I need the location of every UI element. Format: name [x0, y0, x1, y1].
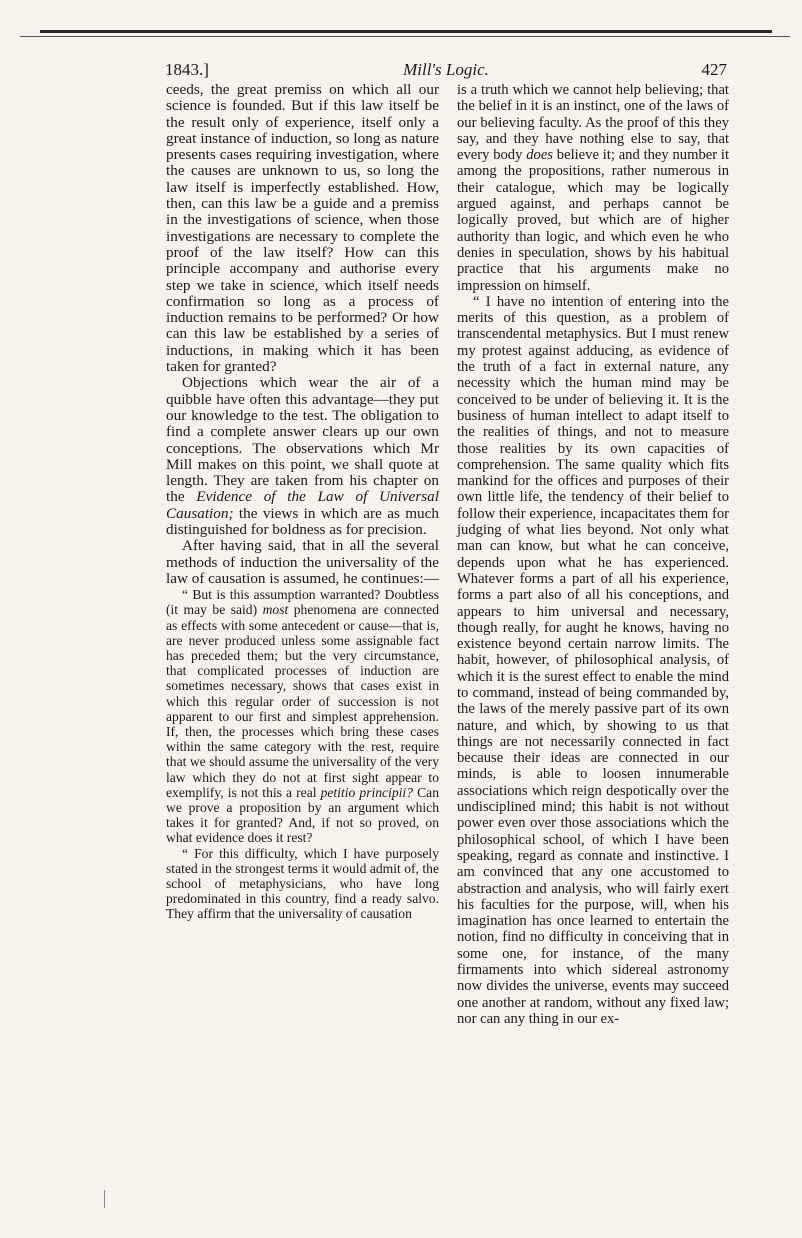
quote-paragraph: “ For this difficulty, which I have purposely stated in the strongest terms it would admit of, the school of metaphysicians, who have long predominated in this country, find a ready salvo. They affirm that the universality of causation — [166, 845, 439, 922]
paragraph: ceeds, the great premiss on which all our science is founded. But if this law itself be the result only of experience, itself only a great instance of induction, so long as nature presents cases requiring investigation, where the causes are unknown to us, so long the law itself is imperfectly established. How, then, can this law be a guide and a premiss in the investigations of science, when those investigations are necessary to complete the proof of the law itself? How can this principle accompany and authorise every step we take in science, which itself needs confirmation so long as a process of induction remains to be performed? Or how can this law be established by a series of inductions, in making which it has been taken for granted? — [166, 81, 439, 376]
page-number: 427 — [701, 60, 727, 79]
header-year: 1843.] — [165, 60, 209, 79]
quote-paragraph: is a truth which we cannot help believing; that the belief in it is an instinct, one of the laws of our believing faculty. As the proof of this they say, and they have nothing else to say, that every body does believe it; and they number it among the propositions, rather numerous in their catalogue, which may be logically argued against, and perhaps cannot be logically proved, but which are of higher authority than logic, and which even he who denies in speculation, shows by his habitual practice that his arguments make no impression on himself. — [457, 82, 729, 294]
paragraph: After having said, that in all the several methods of induction the universality of the law of causation is assumed, he continues:— — [166, 537, 439, 587]
left-column — [166, 82, 439, 922]
header-title: Mill's Logic. — [403, 60, 489, 79]
quote-paragraph: “ But is this assumption warranted? Doubtless (it may be said) most phenomena are connected as effects with some antecedent or cause—that is, are never produced unless some assignable fact has preceded them; but the very circumstance, that complicated processes of induction are sometimes necessary, shows that cases exist in which this regular order of succession is not apparent to our first and simplest apprehension. If, then, the processes which bring these cases within the same category with the rest, require that we should assume the universality of the very law which they do not at first sight appear to exemplify, is not this a real petitio principii? Can we prove a proposition by an argument which takes it for granted? And, if not so proved, on what evidence does it rest? — [166, 587, 439, 846]
top-rule-thin — [20, 36, 790, 37]
quote-paragraph: “ I have no intention of entering into the merits of this question, as a problem of transcendental metaphysics. But I must renew my protest against adducing, as evidence of the truth of a fact in external nature, any necessity which the human mind may be conceived to be under of believing it. It is the business of human intellect to adapt itself to the realities of things, and not to measure those realities by its own capacities of comprehension. The same quality which fits mankind for the offices and purposes of their own little life, the tendency of their belief to follow their experience, incapacitates them for judging of what lies beyond. Not only what man can know, but what he can conceive, depends upon what he has experienced. Whatever forms a part of all his experience, forms a part also of all his conceptions, and appears to him universal and necessary, though really, for aught he knows, having no existence beyond certain narrow limits. The habit, however, of philosophical analysis, of which it is the surest effect to enable the mind to command, instead of being commanded by, the laws of the merely passive part of its own nature, and which, by showing to us that things are not necessarily connected in fact because their ideas are connected in our minds, is able to loosen innumerable associations which reign despotically over the undisciplined mind; this habit is not without power even over those associations which the philosophical school, of which I have been speaking, regard as connate and instinctive. I am convinced that any one accustomed to abstraction and analysis, who will fairly exert his faculties for the purpose, will, when his imagination has once learned to entertain the notion, find no difficulty in conceiving that in some one, for instance, of the many firmaments into which sidereal astronomy now divides the universe, events may succeed one another at random, without any fixed law; nor can any thing in our ex- — [457, 293, 729, 1027]
paragraph: Objections which wear the air of a quibble have often this advantage—they put our knowledge to the test. The obligation to find a complete answer clears up our own conceptions. The observations which Mr Mill makes on this point, we shall quote at length. They are taken from his chapter on the Evidence of the Law of Universal Causation; the views in which are as much distinguished for boldness as for precision. — [166, 374, 439, 539]
stray-mark — [104, 1190, 105, 1208]
top-rule — [40, 30, 772, 33]
right-column — [457, 82, 729, 1027]
